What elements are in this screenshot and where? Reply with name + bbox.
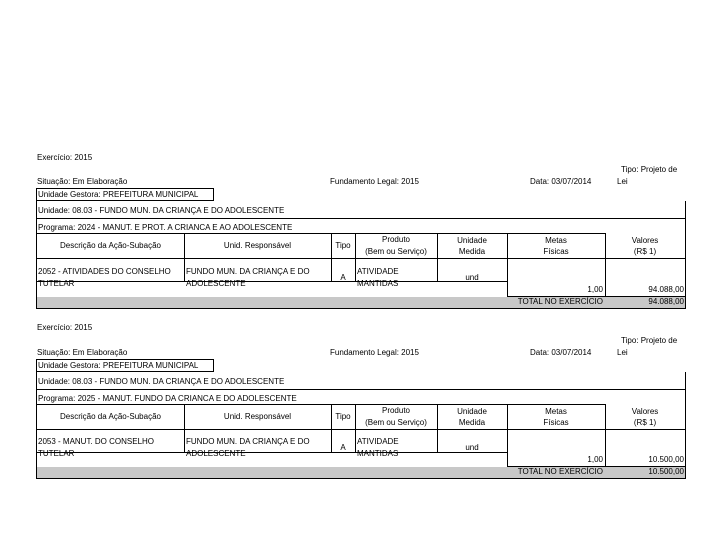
row-produto-cont: MANTIDAS [357, 449, 399, 458]
row-responsavel-cont: ADOLESCENTE [186, 449, 246, 458]
row-valor: 94.088,00 [648, 285, 684, 294]
row-metas: 1,00 [587, 285, 603, 294]
header-fisicas: Físicas [543, 418, 569, 427]
header-descricao: Descrição da Ação-Subação [60, 412, 161, 421]
row-descricao-cont: TUTELAR [38, 449, 75, 458]
row-produto: ATIVIDADE [357, 437, 399, 446]
unidade-label: Unidade: 08.03 - FUNDO MUN. DA CRIANÇA E DO ADOLESCENTE [38, 377, 285, 386]
total-valor: 10.500,00 [648, 467, 684, 476]
total-label: TOTAL NO EXERCÍCIO [517, 467, 603, 476]
fundamento-label: Fundamento Legal: 2015 [330, 348, 419, 357]
header-divider [37, 258, 685, 259]
situacao-label: Situação: Em Elaboração [37, 177, 128, 186]
header-unidade: Unidade [457, 236, 487, 245]
data-label: Data: 03/07/2014 [530, 348, 592, 357]
row-responsavel: FUNDO MUN. DA CRIANÇA E DO [186, 267, 310, 276]
header-fisicas: Físicas [543, 247, 569, 256]
row-produto: ATIVIDADE [357, 267, 399, 276]
programa-label: Programa: 2025 - MANUT. FUNDO DA CRIANCA E DO ADOLESCENTE [38, 394, 297, 403]
total-row [37, 297, 685, 308]
row-tipo: A [340, 443, 346, 452]
row-tipo: A [340, 273, 346, 282]
data-label: Data: 03/07/2014 [530, 177, 592, 186]
unidade-gestora-box [36, 359, 214, 372]
tipo-label: Tipo: Projeto de [621, 336, 678, 345]
row-descricao: 2052 - ATIVIDADES DO CONSELHO [38, 267, 171, 276]
exercicio-label: Exercício: 2015 [37, 153, 93, 162]
row-metas: 1,00 [587, 455, 603, 464]
header-reais: (R$ 1) [633, 247, 657, 256]
lei-label: Lei [617, 348, 628, 357]
total-row [37, 467, 685, 478]
header-reais: (R$ 1) [633, 418, 657, 427]
header-medida: Medida [458, 247, 486, 256]
unidade-gestora-label: Unidade Gestora: PREFEITURA MUNICIPAL [38, 361, 199, 370]
unidade-box [36, 372, 686, 390]
row-descricao-cont: TUTELAR [38, 279, 75, 288]
action-table [36, 219, 686, 309]
total-label: TOTAL NO EXERCÍCIO [517, 297, 603, 306]
lei-label: Lei [617, 177, 628, 186]
header-produto-sub: (Bem ou Serviço) [365, 418, 427, 427]
header-tipo: Tipo [335, 241, 351, 250]
row-unidade: und [465, 443, 479, 452]
header-descricao: Descrição da Ação-Subação [60, 241, 161, 250]
header-responsavel: Unid. Responsável [223, 241, 292, 250]
header-valores: Valores [631, 236, 659, 245]
header-unidade: Unidade [457, 407, 487, 416]
row-descricao: 2053 - MANUT. DO CONSELHO [38, 437, 155, 446]
header-responsavel: Unid. Responsável [223, 412, 292, 421]
unidade-gestora-box [36, 188, 214, 201]
unidade-box [36, 201, 686, 219]
programa-label: Programa: 2024 - MANUT. E PROT. A CRIANCA E AO ADOLESCENTE [38, 223, 293, 232]
row-responsavel: FUNDO MUN. DA CRIANÇA E DO [186, 437, 310, 446]
unidade-gestora-label: Unidade Gestora: PREFEITURA MUNICIPAL [38, 190, 199, 199]
programa-divider [37, 404, 605, 405]
header-medida: Medida [458, 418, 486, 427]
header-produto: Produto [381, 406, 411, 415]
action-table [36, 390, 686, 479]
header-produto-sub: (Bem ou Serviço) [365, 247, 427, 256]
header-metas: Metas [545, 407, 567, 416]
total-valor: 94.088,00 [648, 297, 684, 306]
header-valores: Valores [631, 407, 659, 416]
header-produto: Produto [381, 235, 411, 244]
row-valor: 10.500,00 [648, 455, 684, 464]
situacao-label: Situação: Em Elaboração [37, 348, 128, 357]
header-divider [37, 429, 685, 430]
exercicio-label: Exercício: 2015 [37, 323, 93, 332]
tipo-label: Tipo: Projeto de [621, 165, 678, 174]
fundamento-label: Fundamento Legal: 2015 [330, 177, 419, 186]
row-produto-cont: MANTIDAS [357, 279, 399, 288]
row-responsavel-cont: ADOLESCENTE [186, 279, 246, 288]
row-unidade: und [465, 273, 479, 282]
programa-divider [37, 233, 605, 234]
header-metas: Metas [545, 236, 567, 245]
header-tipo: Tipo [335, 412, 351, 421]
unidade-label: Unidade: 08.03 - FUNDO MUN. DA CRIANÇA E DO ADOLESCENTE [38, 206, 285, 215]
